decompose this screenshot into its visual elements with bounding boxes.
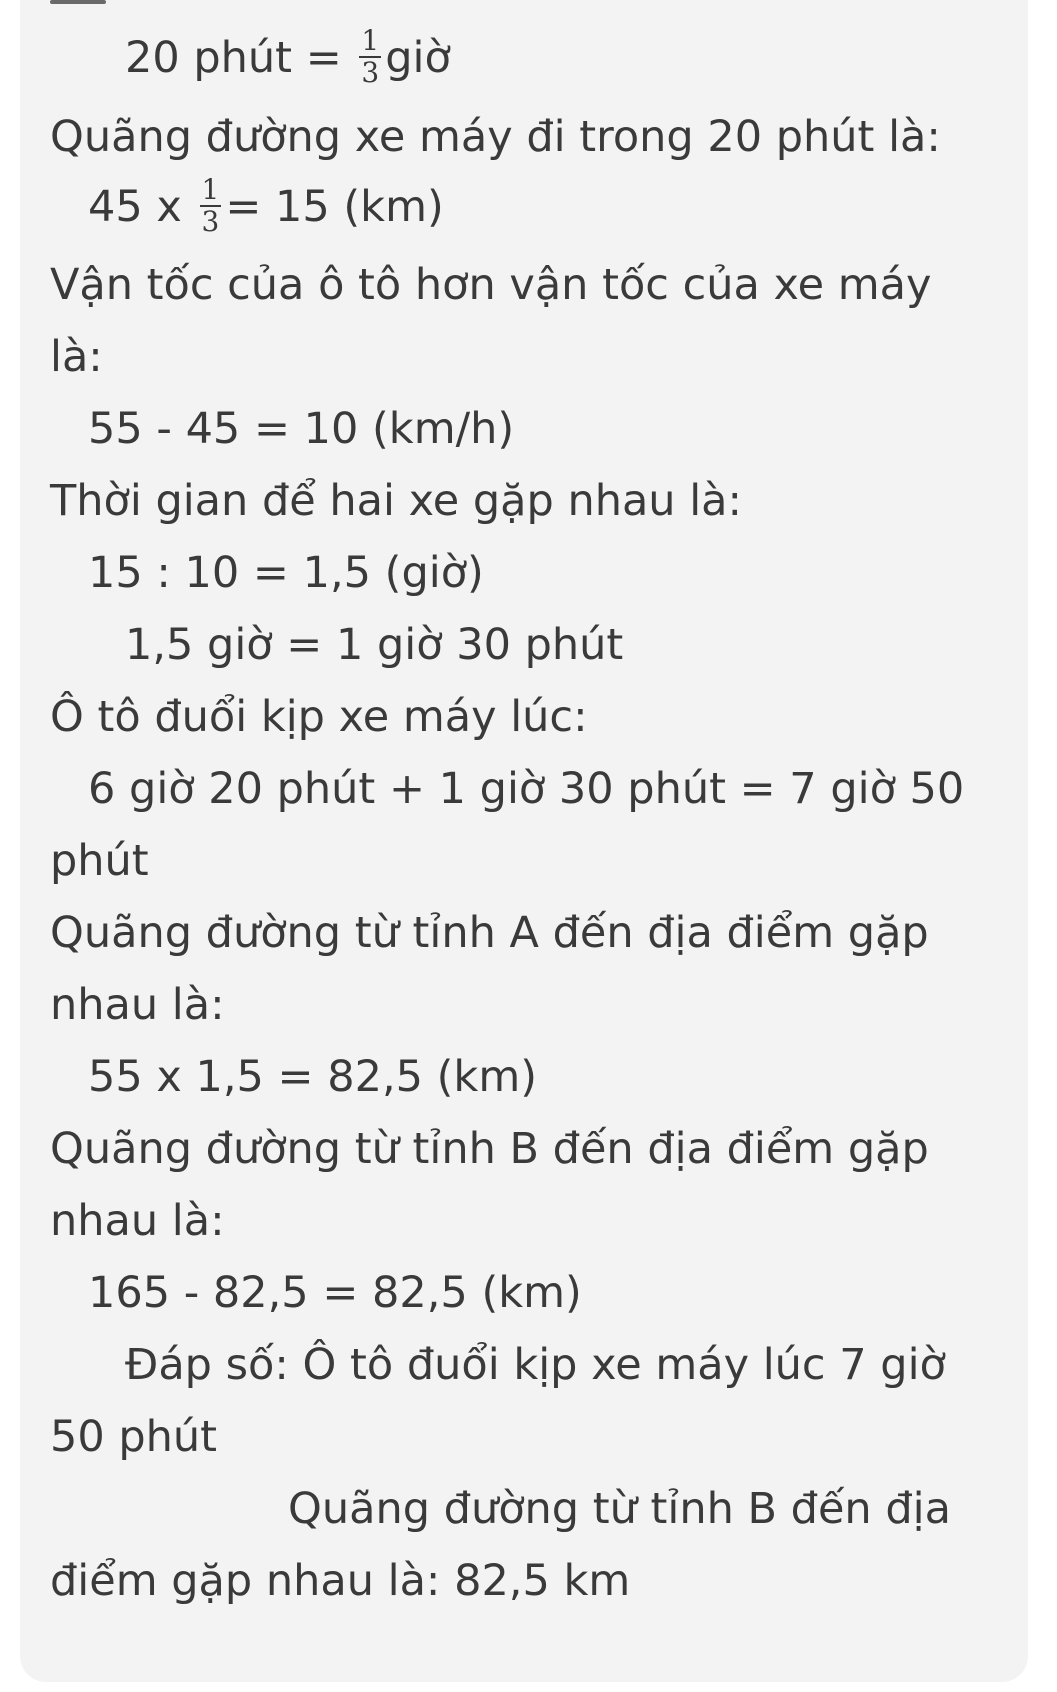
heading-catch-up-time: Ô tô đuổi kịp xe máy lúc: (50, 692, 588, 742)
conversion-line-20-minutes (125, 23, 451, 89)
calc-catch-up-time-cont: phút (50, 836, 149, 886)
answer-line-2-cont: điểm gặp nhau là: 82,5 km (50, 1556, 631, 1606)
fraction-one-third: $\frac{1}{3}$ (201, 172, 220, 238)
text-segment: = 15 (km) (225, 182, 444, 232)
answer-line-1-cont: 50 phút (50, 1412, 218, 1462)
conversion-meeting-time: 1,5 giờ = 1 giờ 30 phút (125, 620, 624, 670)
heading-distance-from-b-cont: nhau là: (50, 1196, 225, 1246)
text-segment: giờ (385, 33, 451, 83)
calc-catch-up-time: 6 giờ 20 phút + 1 giờ 30 phút = 7 giờ 50 (88, 764, 965, 814)
heading-distance-20-minutes: Quãng đường xe máy đi trong 20 phút là: (50, 112, 941, 162)
calc-meeting-time: 15 : 10 = 1,5 (giờ) (88, 548, 484, 598)
calc-speed-difference: 55 - 45 = 10 (km/h) (88, 404, 515, 454)
answer-line-2: Quãng đường từ tỉnh B đến địa (288, 1484, 951, 1534)
answer-line-1: Đáp số: Ô tô đuổi kịp xe máy lúc 7 giờ (125, 1340, 946, 1390)
calc-distance-from-a: 55 x 1,5 = 82,5 (km) (88, 1052, 538, 1102)
heading-distance-from-b: Quãng đường từ tỉnh B đến địa điểm gặp (50, 1124, 929, 1174)
calc-distance-15km (88, 172, 444, 238)
heading-speed-difference-cont: là: (50, 332, 103, 382)
heading-speed-difference: Vận tốc của ô tô hơn vận tốc của xe máy (50, 260, 932, 310)
heading-distance-from-a: Quãng đường từ tỉnh A đến địa điểm gặp (50, 908, 929, 958)
cut-off-line-fragment (50, 0, 110, 8)
fraction-one-third: $\frac{1}{3}$ (361, 23, 380, 89)
heading-meeting-time: Thời gian để hai xe gặp nhau là: (50, 476, 743, 526)
text-segment: 20 phút = (125, 33, 356, 83)
calc-distance-from-b: 165 - 82,5 = 82,5 (km) (88, 1268, 582, 1318)
heading-distance-from-a-cont: nhau là: (50, 980, 225, 1030)
text-segment: 45 x (88, 182, 196, 232)
